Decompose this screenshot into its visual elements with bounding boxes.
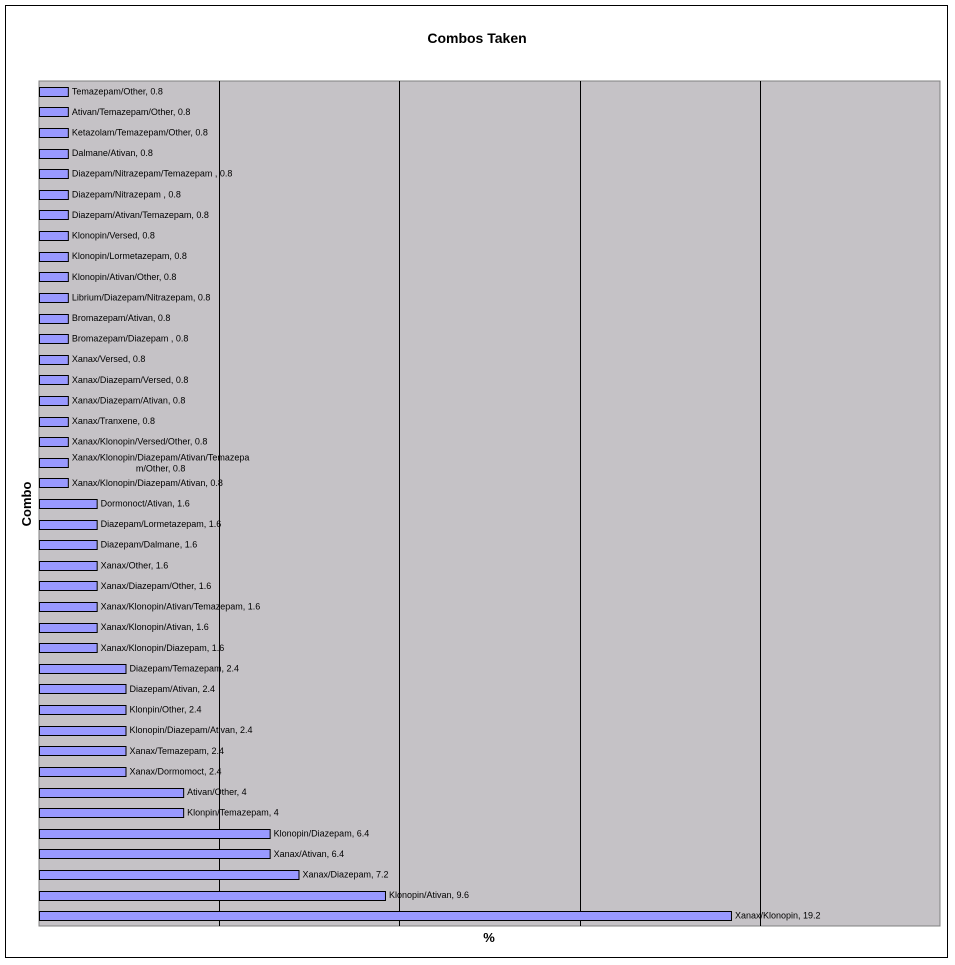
bar bbox=[40, 397, 69, 406]
bar bbox=[40, 170, 69, 179]
bar bbox=[40, 108, 69, 117]
bar bbox=[40, 624, 98, 633]
data-label: Xanax/Other, 1.6 bbox=[100, 560, 169, 571]
data-label: Dormonoct/Ativan, 1.6 bbox=[100, 498, 190, 509]
data-label: Diazepam/Nitrazepam , 0.8 bbox=[71, 189, 181, 200]
data-label: Diazepam/Dalmane, 1.6 bbox=[100, 539, 198, 550]
bar bbox=[40, 830, 271, 839]
bar bbox=[40, 191, 69, 200]
bar bbox=[40, 809, 184, 818]
bar bbox=[40, 521, 98, 530]
bar bbox=[40, 603, 98, 612]
bar bbox=[40, 232, 69, 241]
bar bbox=[40, 685, 126, 694]
data-label: Xanax/Klonopin/Ativan/Temazepam, 1.6 bbox=[100, 601, 261, 612]
data-label: Klonopin/Ativan, 9.6 bbox=[388, 890, 470, 901]
data-label: Diazepam/Ativan/Temazepam, 0.8 bbox=[71, 209, 209, 220]
data-label: Diazepam/Lormetazepam, 1.6 bbox=[100, 519, 222, 530]
data-label: Xanax/Klonopin, 19.2 bbox=[734, 910, 821, 921]
data-label: Xanax/Temazepam, 2.4 bbox=[129, 745, 225, 756]
data-label: m/Other, 0.8 bbox=[135, 463, 186, 474]
data-label: Klonpin/Temazepam, 4 bbox=[187, 807, 279, 818]
data-label: Diazepam/Temazepam, 2.4 bbox=[129, 663, 240, 674]
data-label: Xanax/Klonopin/Ativan, 1.6 bbox=[100, 622, 209, 633]
bar bbox=[40, 211, 69, 220]
data-label: Temazepam/Other, 0.8 bbox=[71, 86, 163, 97]
bar bbox=[40, 768, 126, 777]
bar bbox=[40, 706, 126, 715]
bar bbox=[40, 644, 98, 653]
bar bbox=[40, 582, 98, 591]
bar bbox=[40, 892, 386, 901]
y-axis-label: Combo bbox=[19, 481, 34, 527]
data-label: Ketazolam/Temazepam/Other, 0.8 bbox=[71, 127, 208, 138]
data-label: Xanax/Versed, 0.8 bbox=[71, 354, 146, 365]
data-label: Xanax/Klonopin/Diazepam, 1.6 bbox=[100, 642, 225, 653]
bar bbox=[40, 479, 69, 488]
data-label: Xanax/Tranxene, 0.8 bbox=[71, 416, 156, 427]
bar bbox=[40, 294, 69, 303]
bar bbox=[40, 129, 69, 138]
data-label: Librium/Diazepam/Nitrazepam, 0.8 bbox=[71, 292, 211, 303]
data-label: Klonopin/Diazepam/Ativan, 2.4 bbox=[129, 725, 253, 736]
data-label: Xanax/Ativan, 6.4 bbox=[273, 848, 345, 859]
data-label: Dalmane/Ativan, 0.8 bbox=[71, 148, 153, 159]
bar bbox=[40, 88, 69, 97]
data-label: Klonopin/Diazepam, 6.4 bbox=[273, 828, 370, 839]
bar bbox=[40, 727, 126, 736]
data-label: Ativan/Temazepam/Other, 0.8 bbox=[71, 106, 191, 117]
data-label: Klonopin/Ativan/Other, 0.8 bbox=[71, 271, 177, 282]
data-label: Diazepam/Nitrazepam/Temazepam , 0.8 bbox=[71, 168, 233, 179]
bar bbox=[40, 871, 299, 880]
data-label: Xanax/Klonopin/Diazepam/Ativan/Temazepa bbox=[71, 452, 250, 463]
data-label: Ativan/Other, 4 bbox=[187, 787, 247, 798]
bar bbox=[40, 438, 69, 447]
bar bbox=[40, 335, 69, 344]
bar bbox=[40, 850, 271, 859]
data-label: Xanax/Dormomoct, 2.4 bbox=[129, 766, 222, 777]
bar bbox=[40, 789, 184, 798]
data-label: Xanax/Diazepam/Other, 1.6 bbox=[100, 580, 212, 591]
x-axis-label: % bbox=[483, 930, 495, 945]
bar bbox=[40, 273, 69, 282]
bar bbox=[40, 747, 126, 756]
bar bbox=[40, 253, 69, 262]
data-label: Bromazepam/Ativan, 0.8 bbox=[71, 313, 171, 324]
bar bbox=[40, 356, 69, 365]
bar bbox=[40, 418, 69, 427]
data-label: Klonpin/Other, 2.4 bbox=[129, 704, 202, 715]
data-label: Diazepam/Ativan, 2.4 bbox=[129, 683, 216, 694]
data-label: Bromazepam/Diazepam , 0.8 bbox=[71, 333, 189, 344]
bar bbox=[40, 912, 732, 921]
data-label: Xanax/Klonopin/Diazepam/Ativan, 0.8 bbox=[71, 477, 223, 488]
data-label: Klonopin/Lormetazepam, 0.8 bbox=[71, 251, 187, 262]
data-label: Xanax/Diazepam/Versed, 0.8 bbox=[71, 374, 189, 385]
bar bbox=[40, 665, 126, 674]
bar bbox=[40, 500, 98, 509]
data-label: Xanax/Diazepam, 7.2 bbox=[302, 869, 389, 880]
data-label: Xanax/Klonopin/Versed/Other, 0.8 bbox=[71, 436, 208, 447]
bar bbox=[40, 459, 69, 468]
chart-title: Combos Taken bbox=[427, 30, 527, 46]
bar bbox=[40, 562, 98, 571]
data-label: Klonopin/Versed, 0.8 bbox=[71, 230, 155, 241]
bar bbox=[40, 541, 98, 550]
data-label: Xanax/Diazepam/Ativan, 0.8 bbox=[71, 395, 186, 406]
bar bbox=[40, 315, 69, 324]
bar bbox=[40, 150, 69, 159]
bar bbox=[40, 376, 69, 385]
